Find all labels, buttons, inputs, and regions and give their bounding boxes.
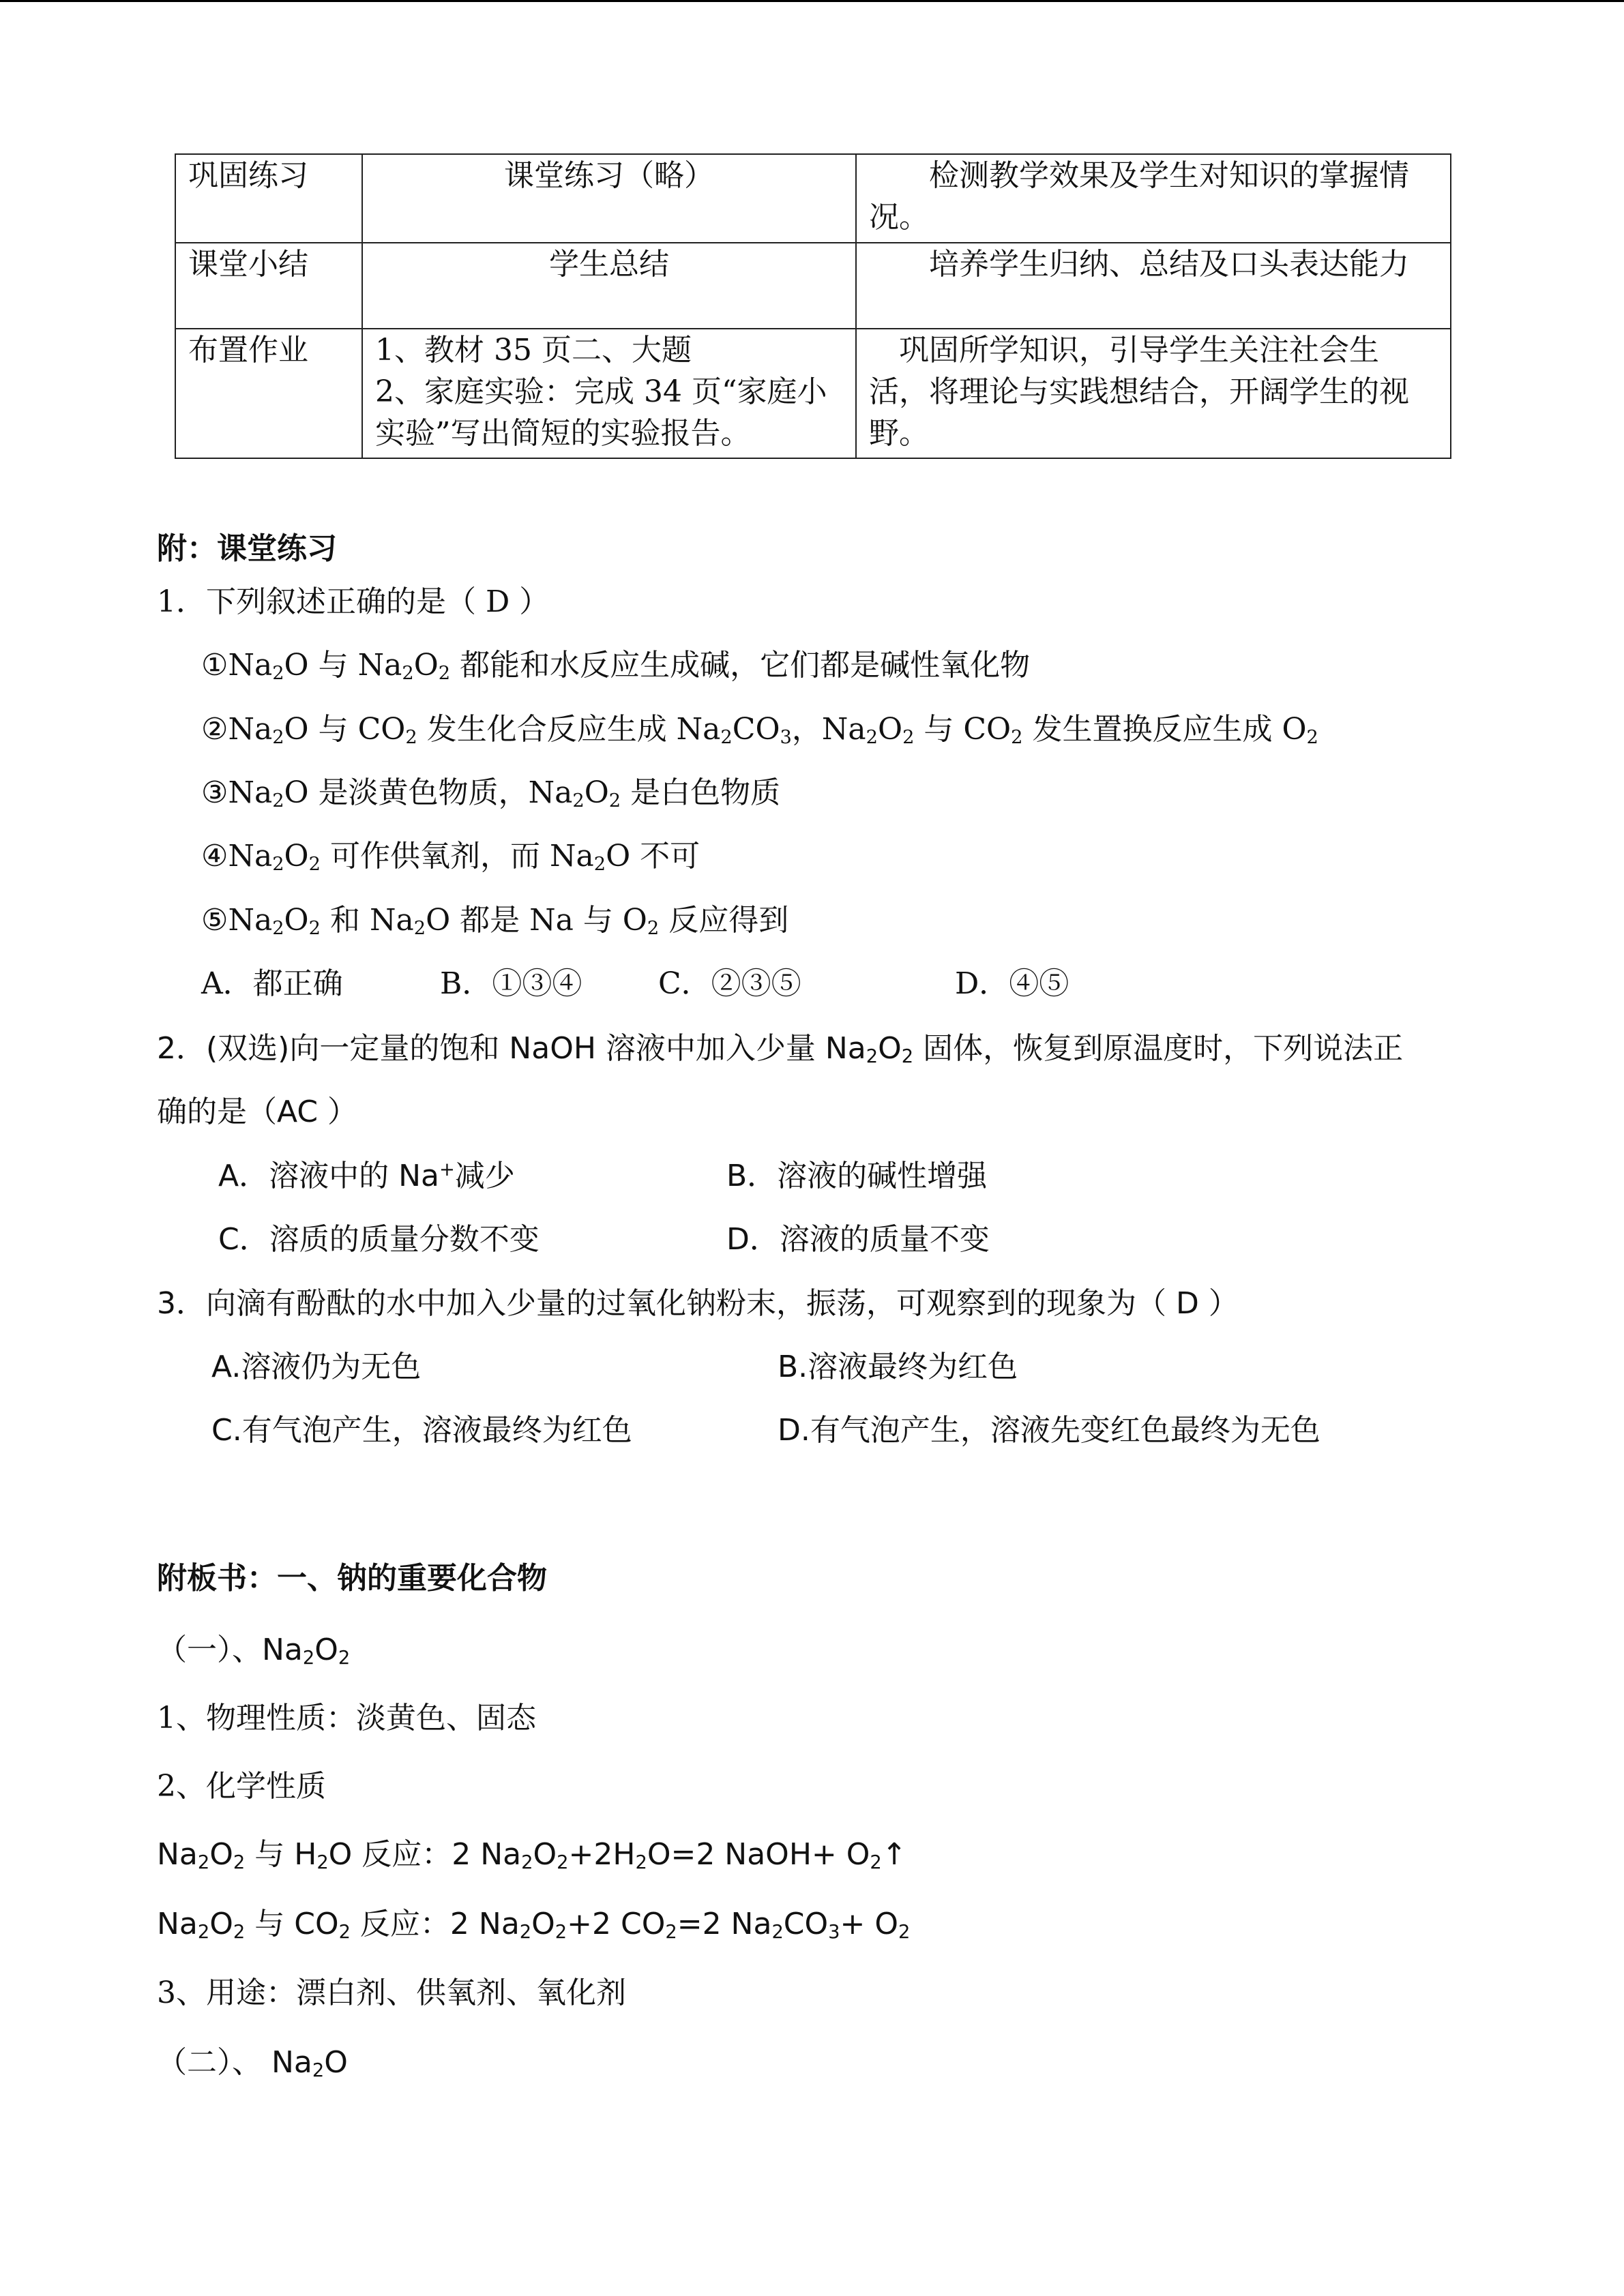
- q1-statement: $③Na_2O$ 是淡黄色物质，$Na_2O_2$ 是白色物质: [201, 775, 781, 811]
- q3-option: B.溶液最终为红色: [778, 1350, 1018, 1384]
- stage-cell: 巩固练习: [175, 154, 362, 243]
- stage-cell: 课堂小结: [175, 243, 362, 329]
- q3-option: D.有气泡产生，溶液先变红色最终为无色: [778, 1413, 1320, 1448]
- content-cell: 课堂练习（略）: [362, 154, 856, 243]
- q1-statement: $②Na_2O$ 与 $CO_2$ 发生化合反应生成 $Na_2CO_3$，$Na_2O_2$ 与 $CO_2$ 发生置换反应生成 $O_2$: [201, 712, 1318, 748]
- question-2-stem: 2．(双选)向一定量的饱和 NaOH 溶液中加入少量 $Na_2O_2$ 固体，恢复到原温度时，下列说法正: [157, 1031, 1404, 1067]
- question-1-stem: 1．下列叙述正确的是（ D ）: [157, 584, 550, 619]
- homework-item: 1、教材 35 页二、大题: [375, 333, 692, 368]
- q1-option: D．④⑤: [955, 966, 1069, 1001]
- content-cell: 学生总结: [362, 243, 856, 329]
- intent-cell: 培养学生归纳、总结及口头表达能力: [856, 243, 1451, 329]
- q2-option: A．溶液中的 Na+减少: [218, 1159, 515, 1193]
- homework-item: 2、家庭实验：完成 34 页“家庭小实验”写出简短的实验报告。: [375, 374, 827, 451]
- question-3-stem: 3．向滴有酚酞的水中加入少量的过氧化钠粉末，振荡，可观察到的现象为（ D ）: [157, 1286, 1239, 1321]
- q3-option: A.溶液仍为无色: [211, 1350, 422, 1384]
- board-subheading-na2o: （二）、 $Na_2O$: [157, 2045, 348, 2081]
- intent-cell: 巩固所学知识，引导学生关注社会生活，将理论与实践想结合，开阔学生的视野。: [856, 329, 1451, 458]
- q1-statement: $④Na_2O_2$ 可作供氧剂，而 $Na_2O$ 不可: [201, 839, 700, 875]
- q2-option: B．溶液的碱性增强: [726, 1159, 988, 1193]
- lesson-plan-table: [175, 153, 1451, 459]
- board-physical-properties: 1、物理性质：淡黄色、固态: [157, 1701, 536, 1735]
- q2-option: C．溶质的质量分数不变: [218, 1222, 540, 1257]
- question-2-stem-cont: 确的是（AC ）: [157, 1094, 358, 1129]
- table-row: [175, 154, 1451, 243]
- table-row: [175, 243, 1451, 329]
- reaction-with-water: $Na_2O_2$ 与 $H_2O$ 反应：2 $Na_2O_2+2H_2O=2$ NaOH+ $O_2↑$: [157, 1837, 907, 1873]
- board-subheading-na2o2: （一）、$Na_2O_2$: [157, 1632, 351, 1669]
- exercises-heading: 附：课堂练习: [157, 531, 337, 566]
- q1-option: C．②③⑤: [658, 966, 801, 1001]
- content-cell: [362, 329, 856, 458]
- q1-option: A．都正确: [201, 966, 343, 1001]
- page-top-rule: [0, 0, 1624, 2]
- q1-option: B．①③④: [440, 966, 582, 1001]
- intent-cell: 检测教学效果及学生对知识的掌握情况。: [856, 154, 1451, 243]
- reaction-with-co2: $Na_2O_2$ 与 $CO_2$ 反应：2 $Na_2O_2+2$ $CO_2=2$ $Na_2CO_3+ O_2$: [157, 1907, 911, 1943]
- board-heading: 附板书：一、钠的重要化合物: [157, 1561, 547, 1596]
- table-row: [175, 329, 1451, 458]
- board-chemical-properties: 2、化学性质: [157, 1769, 326, 1804]
- stage-cell: 布置作业: [175, 329, 362, 458]
- q1-statement: $⑤Na_2O_2$ 和 $Na_2O$ 都是 Na 与 $O_2$ 反应得到: [201, 903, 789, 939]
- board-uses: 3、用途：漂白剂、供氧剂、氧化剂: [157, 1976, 626, 2010]
- q2-option: D．溶液的质量不变: [726, 1222, 990, 1257]
- q1-statement: $①Na_2O$ 与 $Na_2O_2$ 都能和水反应生成碱，它们都是碱性氧化物: [201, 648, 1031, 684]
- q3-option: C.有气泡产生，溶液最终为红色: [211, 1413, 632, 1448]
